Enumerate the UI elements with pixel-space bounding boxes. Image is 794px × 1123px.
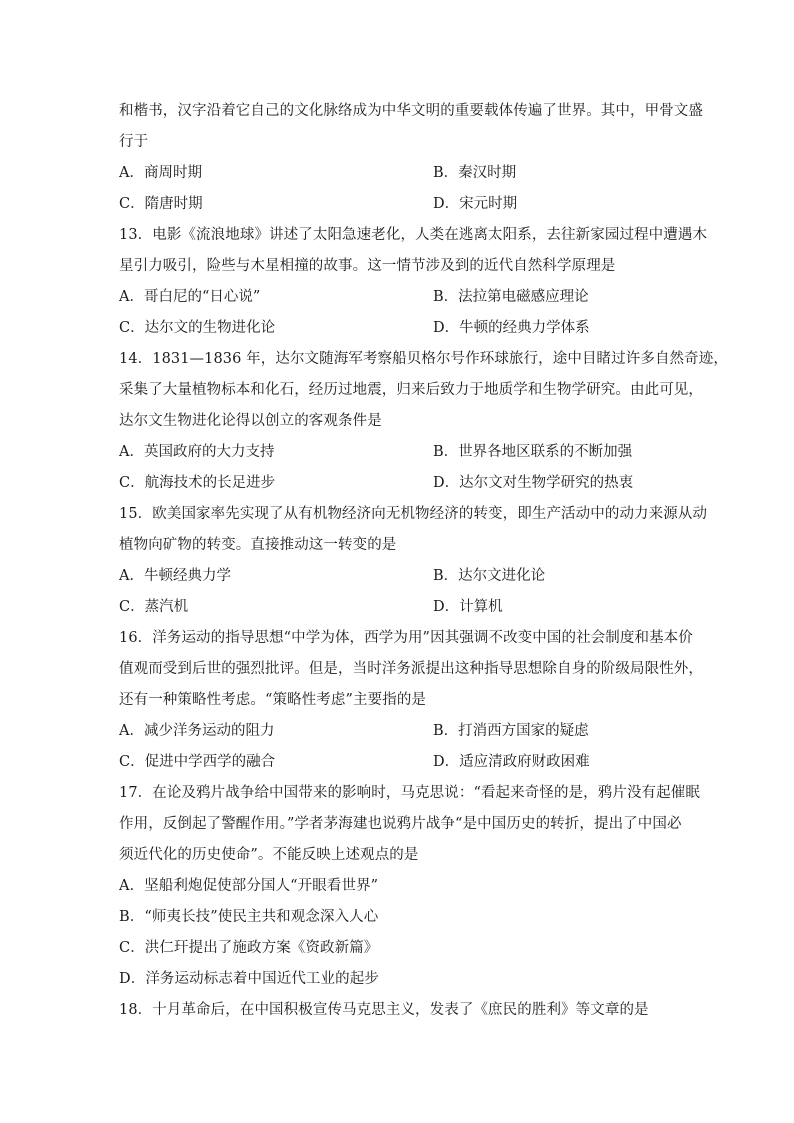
option-b[interactable]: B．“师夷长技”使民主共和观念深入人心: [119, 909, 379, 925]
option-d[interactable]: D．牛顿的经典力学体系: [433, 320, 590, 336]
question-12: [119, 96, 703, 220]
option-b[interactable]: B．秦汉时期: [433, 165, 517, 181]
option-c[interactable]: C．航海技术的长足进步: [119, 475, 276, 491]
question-stem-line: 18．十月革命后，在中国积极宣传马克思主义，发表了《庶民的胜利》等文章的是: [119, 1002, 649, 1018]
option-d[interactable]: D．适应清政府财政困难: [433, 754, 590, 770]
option-b[interactable]: B．打消西方国家的疑虑: [433, 723, 589, 739]
option-row: [119, 592, 679, 623]
option-c[interactable]: C．蒸汽机: [119, 599, 189, 615]
option-row: [119, 716, 679, 747]
question-16: [119, 623, 703, 778]
question-stem-line: 和楷书，汉字沿着它自己的文化脉络成为中华文明的重要载体传遍了世界。其中，甲骨文盛: [119, 103, 703, 119]
question-stem-line: 植物向矿物的转变。直接推动这一转变的是: [119, 537, 397, 553]
option-a[interactable]: A．商周时期: [119, 165, 202, 181]
option-d[interactable]: D．宋元时期: [433, 196, 518, 212]
option-row: [119, 468, 679, 499]
question-stem-line: 15．欧美国家率先实现了从有机物经济向无机物经济的转变，即生产活动中的动力来源从动: [119, 506, 708, 522]
exam-page: [119, 96, 728, 1026]
question-stem-line: 还有一种策略性考虑。“策略性考虑”主要指的是: [119, 692, 427, 708]
option-row: [119, 561, 679, 592]
option-row: [119, 437, 679, 468]
option-d[interactable]: D．达尔文对生物学研究的热衷: [433, 475, 634, 491]
question-stem-line: 16．洋务运动的指导思想“中学为体，西学为用”因其强调不改变中国的社会制度和基本价: [119, 630, 693, 646]
question-stem-line: 达尔文生物进化论得以创立的客观条件是: [119, 413, 382, 429]
option-row: [119, 158, 679, 189]
option-row: [119, 189, 679, 220]
option-b[interactable]: B．世界各地区联系的不断加强: [433, 444, 633, 460]
question-stem-line: 作用，反倒起了警醒作用。”学者茅海建也说鸦片战争“是中国历史的转折，提出了中国必: [119, 816, 682, 832]
question-stem-line: 行于: [119, 134, 149, 150]
option-a[interactable]: A．减少洋务运动的阻力: [119, 723, 275, 739]
option-b[interactable]: B．达尔文进化论: [433, 568, 546, 584]
question-stem-line: 采集了大量植物标本和化石，经历过地震，归来后致力于地质学和生物学研究。由此可见，: [119, 382, 703, 398]
option-row: [119, 747, 679, 778]
option-a[interactable]: A．英国政府的大力支持: [119, 444, 275, 460]
option-b[interactable]: B．法拉第电磁感应理论: [433, 289, 589, 305]
option-d[interactable]: D．计算机: [433, 599, 503, 615]
question-stem-line: 值观而受到后世的强烈批评。但是，当时洋务派提出这种指导思想除自身的阶级局限性外，: [119, 661, 703, 677]
option-a[interactable]: A．坚船利炮促使部分国人“开眼看世界”: [119, 878, 379, 894]
option-row: [119, 313, 679, 344]
question-stem-line: 14．1831—1836 年，达尔文随海军考察船贝格尔号作环球旅行，途中目睹过许多自然奇迹，: [119, 351, 728, 367]
option-a[interactable]: A．牛顿经典力学: [119, 568, 231, 584]
question-13: [119, 220, 708, 344]
option-c[interactable]: C．达尔文的生物进化论: [119, 320, 276, 336]
question-stem-line: 须近代化的历史使命”。不能反映上述观点的是: [119, 847, 419, 863]
question-18: [119, 995, 679, 1026]
option-c[interactable]: C．促进中学西学的融合: [119, 754, 276, 770]
question-stem-line: 13．电影《流浪地球》讲述了太阳急速老化，人类在逃离太阳系，去往新家园过程中遭遇木: [119, 227, 708, 243]
question-17: [119, 778, 700, 995]
question-14: [119, 344, 728, 499]
option-c[interactable]: C．洪仁玕提出了施政方案《资政新篇》: [119, 940, 379, 956]
question-stem-line: 星引力吸引，险些与木星相撞的故事。这一情节涉及到的近代自然科学原理是: [119, 258, 616, 274]
question-15: [119, 499, 708, 623]
option-row: [119, 282, 679, 313]
option-d[interactable]: D．洋务运动标志着中国近代工业的起步: [119, 971, 379, 987]
option-c[interactable]: C．隋唐时期: [119, 196, 203, 212]
option-a[interactable]: A．哥白尼的“日心说”: [119, 289, 261, 305]
question-stem-line: 17．在论及鸦片战争给中国带来的影响时，马克思说：“看起来奇怪的是，鸦片没有起催眠: [119, 785, 700, 801]
